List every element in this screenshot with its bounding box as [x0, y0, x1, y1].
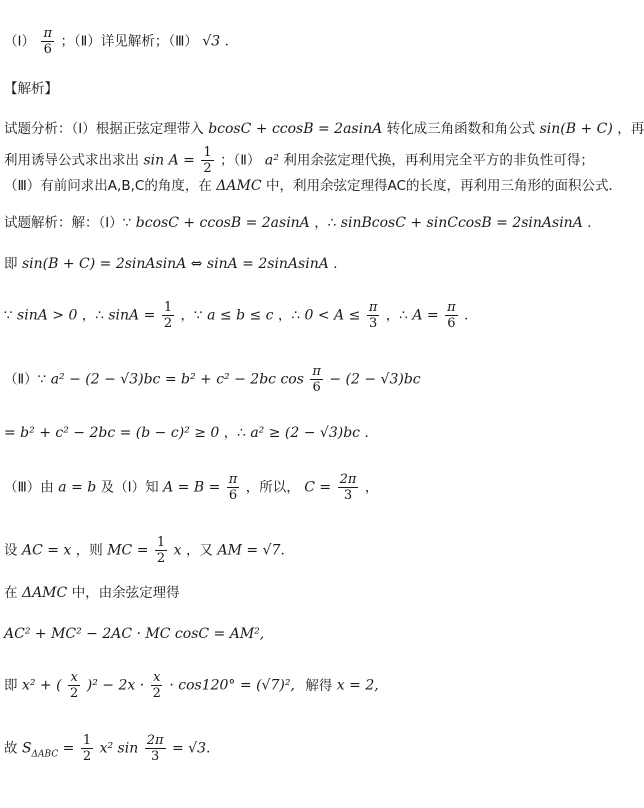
fraction [338, 472, 359, 503]
formula: sinA = [108, 307, 156, 324]
answer-part1-fraction [41, 26, 54, 57]
fraction-denominator: 2 [70, 686, 79, 701]
text: ，∴ [81, 307, 104, 324]
formula: ΔAMC [21, 585, 68, 601]
formula: S [21, 740, 32, 757]
period: ． [224, 33, 239, 50]
fraction [201, 145, 213, 176]
fraction-numerator: 1 [163, 300, 173, 315]
fraction-denominator: 6 [43, 42, 52, 57]
text: ，∴ [223, 425, 246, 441]
fraction-denominator: 6 [228, 488, 238, 503]
formula: a = b [58, 479, 97, 496]
text: ；（Ⅱ） [220, 152, 261, 169]
solution-line-2 [4, 254, 347, 274]
fraction [68, 670, 80, 701]
text: 试题解析：解：（Ⅰ）∵ [4, 215, 132, 231]
formula: bcosC + ccosB = 2asinA [208, 121, 383, 137]
solution-line-4 [4, 364, 421, 395]
formula: x² sin [99, 740, 139, 757]
formula: a² − (2 − √3)bc = b² + c² − 2bc cos [50, 371, 304, 388]
formula: sin(B + C) [539, 121, 613, 137]
solution-line-10 [4, 670, 379, 701]
formula: AM = √7. [217, 542, 285, 559]
formula: A = [412, 307, 439, 324]
fraction-numerator: π [228, 472, 238, 487]
fraction [155, 535, 167, 566]
formula: sinBcosC + sinCcosB = 2sinAsinA [340, 215, 583, 231]
formula: AC = x [21, 542, 72, 559]
formula: = b² + c² − 2bc = (b − c)² ≥ 0 [4, 425, 220, 441]
analysis-line-3 [4, 176, 622, 196]
formula: sinA > 0 [17, 307, 78, 324]
text: ，再 [617, 121, 644, 137]
text: 及（Ⅰ）知 [100, 479, 159, 496]
text: 中，利用余弦定理得AC的长度，再利用三角形的面积公式． [266, 178, 622, 194]
fraction [162, 300, 174, 331]
fraction-denominator: 2 [82, 749, 92, 764]
fraction [310, 364, 323, 395]
fraction-denominator: 3 [150, 749, 160, 764]
analysis-heading: 【解析】 [4, 81, 58, 97]
fraction-numerator: π [43, 26, 52, 41]
fraction [151, 670, 163, 701]
text: ，∴ [314, 215, 337, 231]
text: ，∴ [277, 307, 301, 324]
fraction-numerator: 2π [146, 733, 164, 748]
fraction [367, 300, 380, 331]
formula: = [62, 740, 75, 757]
solution-line-6 [4, 472, 378, 503]
text: 试题分析：（Ⅰ）根据正弦定理带入 [4, 121, 204, 137]
text: 中，由余弦定理得 [71, 585, 180, 601]
solution-line-3 [4, 300, 478, 331]
fraction-denominator: 2 [152, 686, 161, 701]
fraction-denominator: 3 [368, 316, 378, 331]
fraction-numerator: 1 [203, 145, 212, 160]
fraction-numerator: 1 [82, 733, 92, 748]
text: ，则 [75, 542, 103, 559]
solution-line-11 [4, 733, 210, 764]
text: ，∴ [385, 307, 408, 324]
formula: A = B = [163, 479, 221, 496]
text: 解得 [305, 677, 333, 694]
formula: )² − 2x · [86, 677, 145, 694]
text: 利用诱导公式求出求出 [4, 152, 139, 169]
fraction-numerator: 2π [339, 472, 357, 487]
fraction-denominator: 2 [163, 316, 173, 331]
fraction [145, 733, 166, 764]
fraction-denominator: 6 [312, 380, 321, 395]
text: 转化成三角函数和角公式 [386, 121, 536, 137]
fraction [227, 472, 240, 503]
fraction-denominator: 6 [447, 316, 456, 331]
solution-line-1 [4, 213, 601, 233]
text: ，∵ [180, 307, 203, 324]
text: ∵ [4, 307, 13, 324]
formula: sin A = [143, 152, 195, 169]
solution-line-5 [4, 423, 378, 443]
solution-line-9 [4, 624, 264, 644]
text: （Ⅱ）∵ [4, 371, 47, 388]
formula: ΔAMC [216, 178, 262, 194]
fraction [445, 300, 458, 331]
formula: a² ≥ (2 − √3)bc [250, 425, 361, 441]
fraction-numerator: π [312, 364, 321, 379]
text: ， [364, 479, 379, 496]
fraction-denominator: 2 [203, 161, 212, 176]
analysis-line-1 [4, 119, 644, 139]
answer-part2-text: ；（Ⅱ）详见解析；（Ⅲ） [60, 33, 198, 50]
solution-line-8 [4, 583, 180, 603]
formula: bcosC + ccosB = 2asinA [135, 215, 310, 231]
formula: x = 2, [336, 677, 379, 694]
answer-part1-label: （Ⅰ） [4, 33, 35, 50]
fraction-numerator: π [368, 300, 378, 315]
fraction-numerator: 1 [156, 535, 166, 550]
fraction-denominator: 3 [343, 488, 353, 503]
text: 在 [4, 585, 18, 601]
formula: · cos120° = (√7)², [169, 677, 295, 694]
formula: x² + ( [21, 677, 62, 694]
formula: sin(B + C) = 2sinAsinA ⇔ sinA = 2sinAsinA [21, 256, 329, 272]
fraction [81, 733, 93, 764]
text: ． [364, 425, 378, 441]
formula: MC = [107, 542, 149, 559]
text: （Ⅲ）由 [4, 479, 54, 496]
analysis-line-2 [4, 145, 594, 176]
text: （Ⅲ）有前问求出A,B,C的角度，在 [4, 178, 212, 194]
fraction-denominator: 2 [156, 551, 166, 566]
answer-part3-value: √3 [202, 33, 221, 50]
text: ． [464, 307, 478, 324]
text: ． [587, 215, 601, 231]
formula: − (2 − √3)bc [329, 371, 421, 388]
text: ，又 [186, 542, 213, 559]
formula: 0 < A ≤ [304, 307, 361, 324]
formula: a ≤ b ≤ c [207, 307, 274, 324]
solution-line-7 [4, 535, 285, 566]
text: 故 [4, 740, 18, 757]
subscript: ΔABC [31, 749, 59, 760]
text: ． [333, 256, 347, 272]
formula: a² [264, 152, 279, 169]
answer-summary [4, 26, 238, 57]
formula: C = [304, 479, 332, 496]
text: 设 [4, 542, 18, 559]
text: 即 [4, 256, 18, 272]
formula: = √3. [171, 740, 211, 757]
formula: x [173, 542, 182, 559]
fraction-numerator: x [70, 670, 78, 685]
text: ，所以， [245, 479, 300, 496]
fraction-numerator: π [447, 300, 456, 315]
text: 即 [4, 677, 18, 694]
text: 利用余弦定理代换，再利用完全平方的非负性可得； [283, 152, 594, 169]
fraction-numerator: x [153, 670, 161, 685]
formula: AC² + MC² − 2AC · MC cosC = AM², [4, 626, 265, 642]
